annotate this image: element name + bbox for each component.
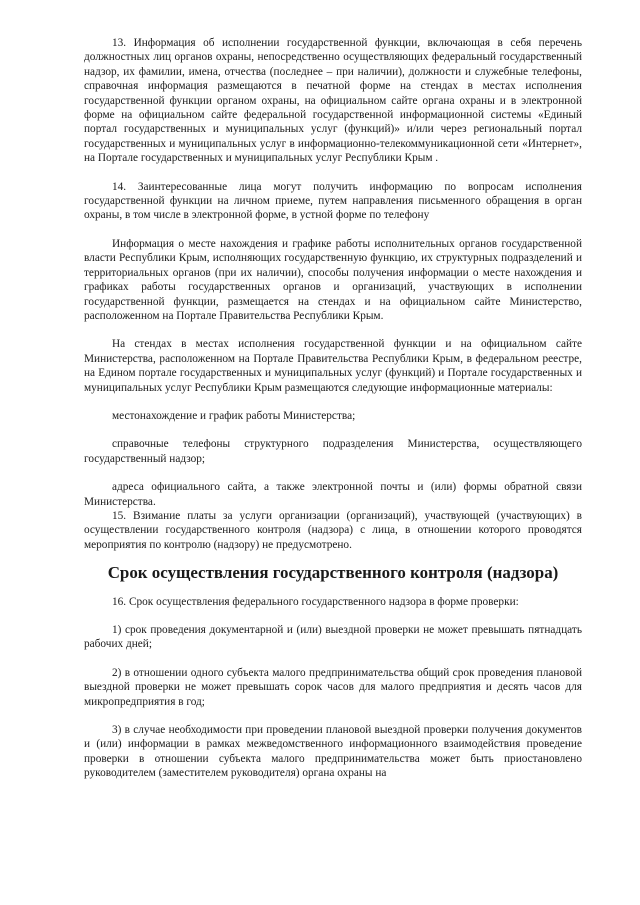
- paragraph-16-2: 2) в отношении одного субъекта малого предпринимательства общий срок проведения плановой выездной проверки не может превышать сорок часов для малого предприятия и десять часов для микропредприятия в год;: [84, 666, 582, 708]
- list-item-phones: справочные телефоны структурного подразделения Министерства, осуществляющего государственный надзор;: [84, 438, 582, 465]
- paragraph-15: 15. Взимание платы за услуги организации (организаций), участвующей (участвующих) в осуществлении государственного контроля (надзора) с лица, в отношении которого проводятся мероприятия по контролю (надзору) не предусмотрено.: [84, 509, 582, 551]
- paragraph-stands: На стендах в местах исполнения государственной функции и на официальном сайте Министерства, расположенном на Портале Правительства Республики Крым, в федеральном реестре, на Едином портале государственных и муниципальных услуг (функций) и Портале государственных и муниципальных услуг Республики Крым размещаются следующие информационные материалы:: [84, 338, 582, 394]
- paragraph-16-1: 1) срок проведения документарной и (или) выездной проверки не может превышать пятнадцать рабочих дней;: [84, 624, 582, 651]
- paragraph-14: 14. Заинтересованные лица могут получить информацию по вопросам исполнения государственной функции на личном приеме, путем направления письменного обращения в орган охраны, в том числе в электронной форме, в устной форме по телефону: [84, 180, 582, 222]
- paragraph-info-location: Информация о месте нахождения и графике работы исполнительных органов государственной власти Республики Крым, исполняющих государственную функцию, их структурных подразделений и территориальных органов (при их наличии), способы получения информации о месте нахождения и графиках работы государственных органов и организаций, участвующих в исполнении государственной функции, размещается на стендах и на официальном сайте Министерство, расположенном на Портале Правительства Республики Крым.: [84, 237, 582, 322]
- paragraph-16: 16. Срок осуществления федерального государственного надзора в форме проверки:: [112, 595, 519, 608]
- list-item-site: адреса официального сайта, а также электронной почты и (или) формы обратной связи Министерства.: [84, 481, 582, 508]
- section-heading: Срок осуществления государственного контроля (надзора): [107, 563, 559, 583]
- paragraph-13: 13. Информация об исполнении государственной функции, включающая в себя перечень должностных лиц органов охраны, непосредственно осуществляющих федеральный государственный надзор, их фамилии, имена, отчества (последнее – при наличии), должности и служебные телефоны, справочная информация размещаются в печатной форме на стендах в местах исполнения государственной функции органом охраны, на официальном сайте органа охраны и в электронной форме на официальном сайте федеральной государственной информационной системы «Единый портал государственных и муниципальных услуг (функций)» и/или через региональный портал государственных и муниципальных услуг в информационно-телекоммуникационной сети «Интернет», на Портале государственных и муниципальных услуг Республики Крым .: [84, 37, 582, 165]
- list-item-location: местонахождение и график работы Министерства;: [112, 409, 356, 422]
- paragraph-16-3: 3) в случае необходимости при проведении плановой выездной проверки получения документов и (или) информации в рамках межведомственного информационного взаимодействия проведение проверки в отношении субъекта малого предпринимательства может быть приостановлено руководителем (заместителем руководителя) органа охраны на: [84, 724, 582, 780]
